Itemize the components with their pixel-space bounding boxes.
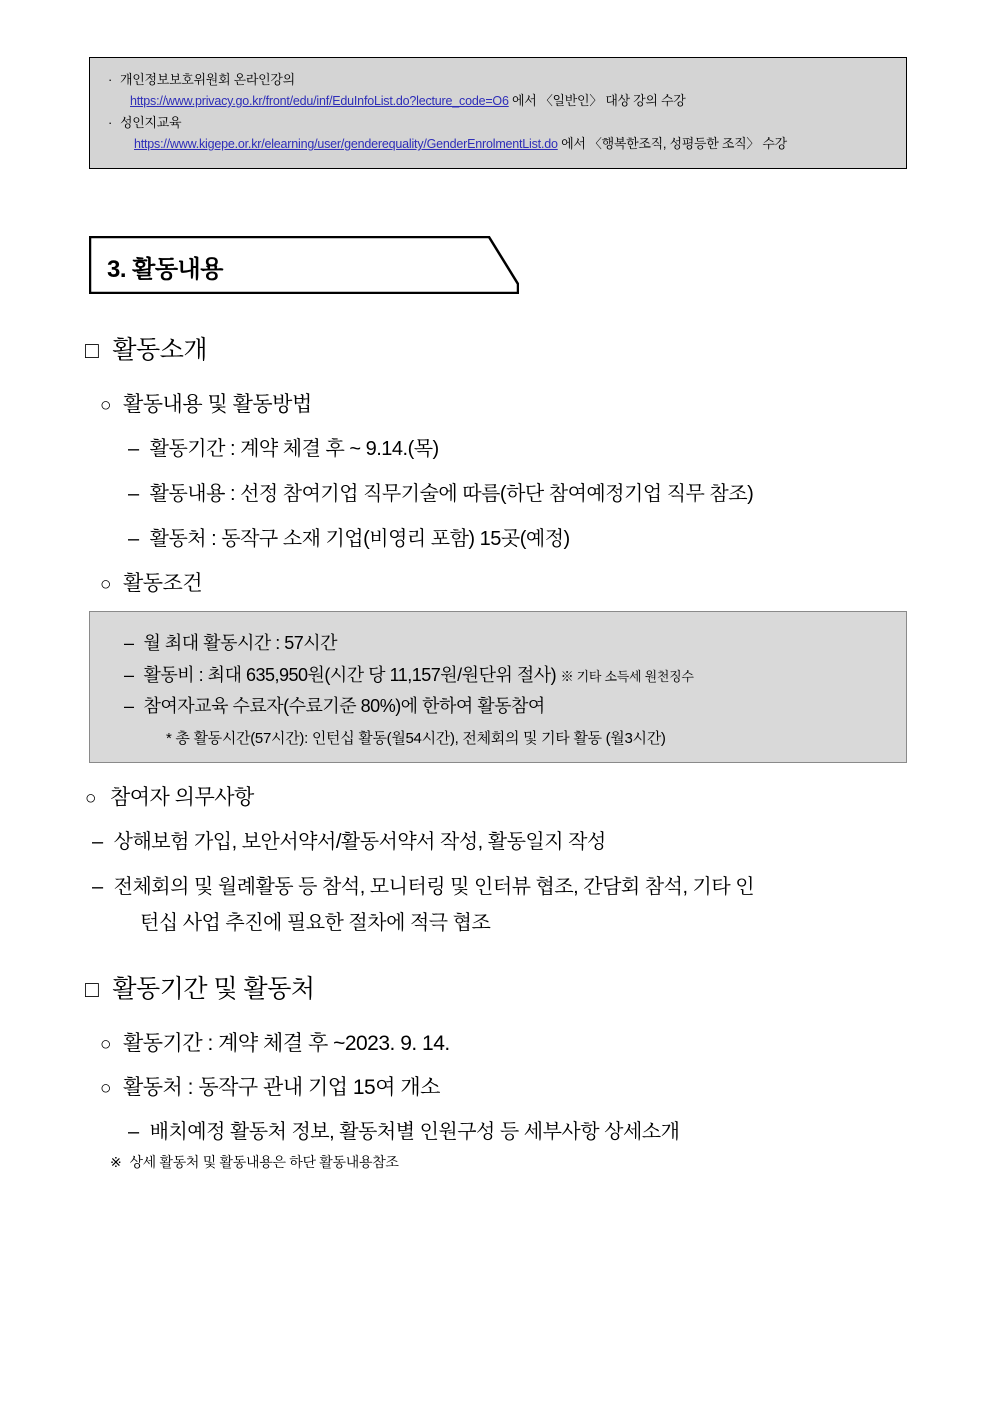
condition-max-hours: – 월 최대 활동시간 : 57시간 xyxy=(124,633,338,653)
dash-marker-icon: – xyxy=(128,483,139,505)
note-item-1-link-line xyxy=(108,90,892,113)
circle-marker-icon: ○ xyxy=(100,574,111,595)
gender-equality-course-link[interactable]: https://www.kigepe.or.kr/elearning/user/genderequality/GenderEnrolmentList.do xyxy=(134,137,558,152)
duty-item-meetings: – 전체회의 및 월례활동 등 참석, 모니터링 및 인터뷰 협조, 간담회 참석, 기타 인 xyxy=(92,875,755,898)
period-sub-item-details: – 배치예정 활동처 정보, 활동처별 인원구성 등 세부사항 상세소개 xyxy=(128,1120,680,1143)
period-item-dates: ○ 활동기간 : 계약 체결 후 ~2023. 9. 14. xyxy=(100,1031,450,1055)
dash-marker-icon: – xyxy=(128,528,139,550)
dash-marker-icon: – xyxy=(92,875,103,898)
note-item-1-label: · 개인정보보호위원회 온라인강의 xyxy=(108,70,892,90)
condition-activity-fee: – 활동비 : 최대 635,950원(시간 당 11,157원/원단위 절사) ※ 기타 소득세 원천징수 xyxy=(124,664,694,685)
square-marker-icon: □ xyxy=(85,337,99,363)
dash-marker-icon: – xyxy=(128,438,139,460)
document-body xyxy=(0,330,992,1172)
circle-marker-icon: ○ xyxy=(100,1077,111,1099)
activity-conditions-box xyxy=(89,611,907,763)
online-course-note-box xyxy=(89,57,907,169)
condition-fee-note: ※ 기타 소득세 원천징수 xyxy=(560,668,694,684)
note-bullet-2: · xyxy=(108,115,113,131)
page-title: 3. 활동내용 xyxy=(107,256,223,283)
circle-marker-icon: ○ xyxy=(100,395,111,416)
dash-marker-icon: – xyxy=(124,633,134,653)
heading-period-and-place: □ 활동기간 및 활동처 xyxy=(85,974,315,1003)
list-item-activity-place: – 활동처 : 동작구 소재 기업(비영리 포함) 15곳(예정) xyxy=(128,528,570,550)
dash-marker-icon: – xyxy=(128,1120,139,1143)
dash-marker-icon: – xyxy=(92,830,103,853)
subheading-participant-duties: ○ 참여자 의무사항 xyxy=(85,785,254,809)
subheading-activity-content-method: ○ 활동내용 및 활동방법 xyxy=(100,393,312,416)
note-item-1-tail: 에서 〈일반인〉 대상 강의 수강 xyxy=(512,93,686,109)
reference-marker-icon: ※ xyxy=(110,1153,122,1170)
section-banner xyxy=(89,236,519,294)
note-item-2-label: · 성인지교육 xyxy=(108,113,892,133)
square-marker-icon: □ xyxy=(85,975,99,1002)
period-footnote: ※ 상세 활동처 및 활동내용은 하단 활동내용참조 xyxy=(110,1153,399,1170)
note-item-2-link-line xyxy=(108,133,892,156)
note-item-2-tail: 에서 〈행복한조직, 성평등한 조직〉 수강 xyxy=(561,136,787,152)
heading-activity-intro: □ 활동소개 xyxy=(85,336,208,364)
dash-marker-icon: – xyxy=(124,664,134,685)
condition-footnote: * 총 활동시간(57시간): 인턴십 활동(월54시간), 전체회의 및 기타 활동 (월3시간) xyxy=(166,729,666,747)
list-item-activity-period: – 활동기간 : 계약 체결 후 ~ 9.14.(목) xyxy=(128,438,439,460)
duty-item-insurance: – 상해보험 가입, 보안서약서/활동서약서 작성, 활동일지 작성 xyxy=(92,830,606,853)
list-item-activity-description: – 활동내용 : 선정 참여기업 직무기술에 따름(하단 참여예정기업 직무 참조) xyxy=(128,483,754,505)
duty-item-meetings-cont: 턴십 사업 추진에 필요한 절차에 적극 협조 xyxy=(140,911,491,934)
period-item-places: ○ 활동처 : 동작구 관내 기업 15여 개소 xyxy=(100,1075,440,1099)
spacer xyxy=(0,935,992,969)
circle-marker-icon: ○ xyxy=(100,1033,111,1055)
privacy-course-link[interactable]: https://www.privacy.go.kr/front/edu/inf/EduInfoList.do?lecture_code=O6 xyxy=(130,94,509,109)
circle-marker-icon: ○ xyxy=(85,787,96,809)
condition-training-completion: – 참여자교육 수료자(수료기준 80%)에 한하여 활동참여 xyxy=(124,696,545,716)
note-bullet-1: · xyxy=(108,72,113,87)
subheading-activity-conditions: ○ 활동조건 xyxy=(100,572,203,595)
dash-marker-icon: – xyxy=(124,696,134,716)
